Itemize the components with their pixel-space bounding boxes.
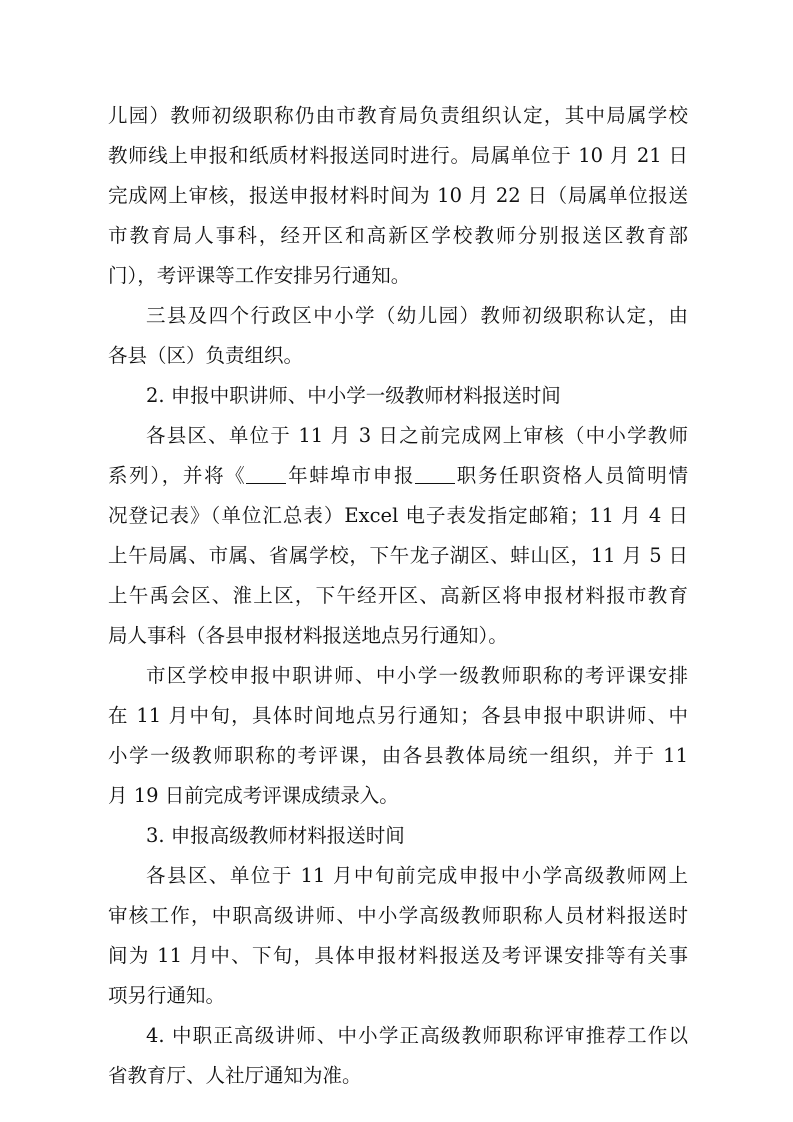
text-line: 上午局属、市属、省属学校，下午龙子湖区、蚌山区，11 月 5 日: [108, 544, 688, 567]
subheading-2: 2. 申报中职讲师、中小学一级教师材料报送时间: [146, 384, 561, 407]
text-line: 完成网上审核，报送申报材料时间为 10 月 22 日（局属单位报送: [108, 184, 688, 207]
text-line: 各县区、单位于 11 月中旬前完成申报中小学高级教师网上: [146, 864, 688, 887]
text-line: 局人事科（各县申报材料报送地点另行通知）。: [108, 624, 508, 647]
fill-in-blank: [246, 467, 286, 484]
text-line: 市区学校申报中职讲师、中小学一级教师职称的考评课安排: [146, 664, 688, 687]
text-fragment: 系列），并将《: [108, 464, 247, 487]
text-line: 在 11 月中旬，具体时间地点另行通知；各县申报中职讲师、中: [108, 704, 688, 727]
text-line-with-blanks: [108, 464, 688, 488]
text-line: 儿园）教师初级职称仍由市教育局负责组织认定，其中局属学校: [108, 104, 688, 127]
text-line: 上午禹会区、淮上区，下午经开区、高新区将申报材料报市教育: [108, 584, 688, 607]
text-line: 间为 11 月中、下旬，具体申报材料报送及考评课安排等有关事: [108, 944, 688, 967]
text-line: 省教育厅、人社厅通知为准。: [108, 1064, 362, 1087]
fill-in-blank: [415, 467, 455, 484]
text-line: 月 19 日前完成考评课成绩录入。: [108, 784, 399, 807]
text-line: 三县及四个行政区中小学（幼儿园）教师初级职称认定，由: [146, 304, 688, 327]
subheading-3: 3. 申报高级教师材料报送时间: [146, 824, 405, 847]
text-line: 教师线上申报和纸质材料报送同时进行。局属单位于 10 月 21 日: [108, 144, 688, 167]
text-line: 况登记表》（单位汇总表）Excel 电子表发指定邮箱；11 月 4 日: [108, 504, 688, 527]
text-line: 审核工作，中职高级讲师、中小学高级教师职称人员材料报送时: [108, 904, 688, 927]
text-line: 门），考评课等工作安排另行通知。: [108, 264, 411, 287]
text-fragment: 年蚌埠市申报: [286, 464, 416, 487]
text-line: 项另行通知。: [108, 984, 226, 1007]
text-fragment: 职务任职资格人员简明情: [455, 464, 688, 487]
text-line: 市教育局人事科，经开区和高新区学校教师分别报送区教育部: [108, 224, 688, 247]
text-line: 各县（区）负责组织。: [108, 344, 304, 367]
text-line: 4. 中职正高级讲师、中小学正高级教师职称评审推荐工作以: [146, 1024, 688, 1047]
text-line: 各县区、单位于 11 月 3 日之前完成网上审核（中小学教师: [146, 424, 688, 447]
text-line: 小学一级教师职称的考评课，由各县教体局统一组织，并于 11: [108, 744, 688, 767]
